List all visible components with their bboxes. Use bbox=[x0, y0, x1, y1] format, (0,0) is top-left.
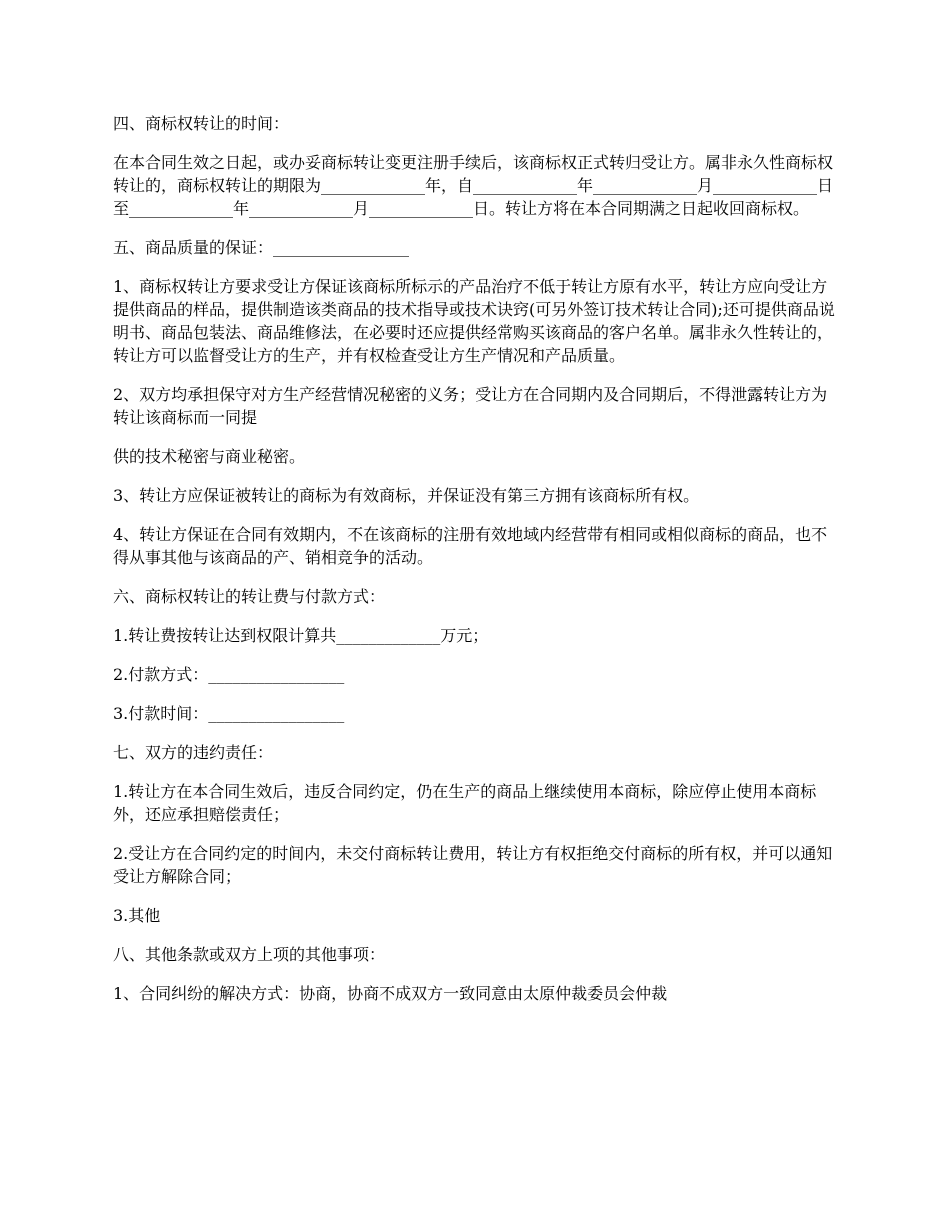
paragraph-liability-2: 2.受让方在合同约定的时间内，未交付商标转让费用，转让方有权拒绝交付商标的所有权，并可以通知受让方解除合同； bbox=[113, 844, 833, 886]
paragraph-quality-1: 1、商标权转让方要求受让方保证该商标所标示的产品治疗不低于转让方原有水平，转让方应向受让方提供商品的样品，提供制造该类商品的技术指导或技术诀窍(可另外签订技术转让合同);还可提供商品说明书、商品包装法、商品维修法，在必要时还应提供经常购买该商品的客户名单。属非永久性转让的，转让方可以监督受让方的生产，并有权检查受让方生产情况和产品质量。 bbox=[113, 277, 835, 365]
section-heading-fee-payment: 六、商标权转让的转让费与付款方式： bbox=[113, 587, 386, 606]
paragraph-liability-3: 3.其他 bbox=[113, 906, 161, 925]
paragraph-other-1: 1、合同纠纷的解决方式：协商，协商不成双方一致同意由太原仲裁委员会仲裁 bbox=[113, 984, 668, 1003]
section-heading-transfer-time: 四、商标权转让的时间： bbox=[113, 114, 290, 133]
section-heading-quality-guarantee: 五、商品质量的保证：_________________ bbox=[113, 238, 410, 257]
section-heading-liability: 七、双方的违约责任： bbox=[113, 743, 274, 762]
paragraph-fee-2: 2.付款方式：_________________ bbox=[113, 665, 345, 684]
paragraph-quality-2-continued: 供的技术秘密与商业秘密。 bbox=[113, 447, 306, 466]
paragraph-quality-3: 3、转让方应保证被转让的商标为有效商标，并保证没有第三方拥有该商标所有权。 bbox=[113, 486, 700, 505]
paragraph-liability-1: 1.转让方在本合同生效后，违反合同约定，仍在生产的商品上继续使用本商标，除应停止使用本商标外，还应承担赔偿责任； bbox=[113, 782, 817, 824]
paragraph-fee-3: 3.付款时间：_________________ bbox=[113, 704, 345, 723]
paragraph-transfer-time: 在本合同生效之日起，或办妥商标转让变更注册手续后，该商标权正式转归受让方。属非永久性商标权转让的，商标权转让的期限为_____________年，自_____________年_____________月_____________日至_____________年_____________月_____________日。转让方将在本合同期满之日起收回商标权。 bbox=[113, 153, 834, 218]
document-body bbox=[113, 112, 843, 1021]
paragraph-fee-1: 1.转让费按转让达到权限计算共_____________万元； bbox=[113, 626, 489, 645]
paragraph-quality-2: 2、双方均承担保守对方生产经营情况秘密的义务；受让方在合同期内及合同期后，不得泄露转让方为转让该商标而一同提 bbox=[113, 385, 828, 427]
section-heading-other-terms: 八、其他条款或双方上项的其他事项： bbox=[113, 945, 386, 964]
paragraph-quality-4: 4、转让方保证在合同有效期内，不在该商标的注册有效地域内经营带有相同或相似商标的商品，也不得从事其他与该商品的产、销相竞争的活动。 bbox=[113, 525, 828, 567]
